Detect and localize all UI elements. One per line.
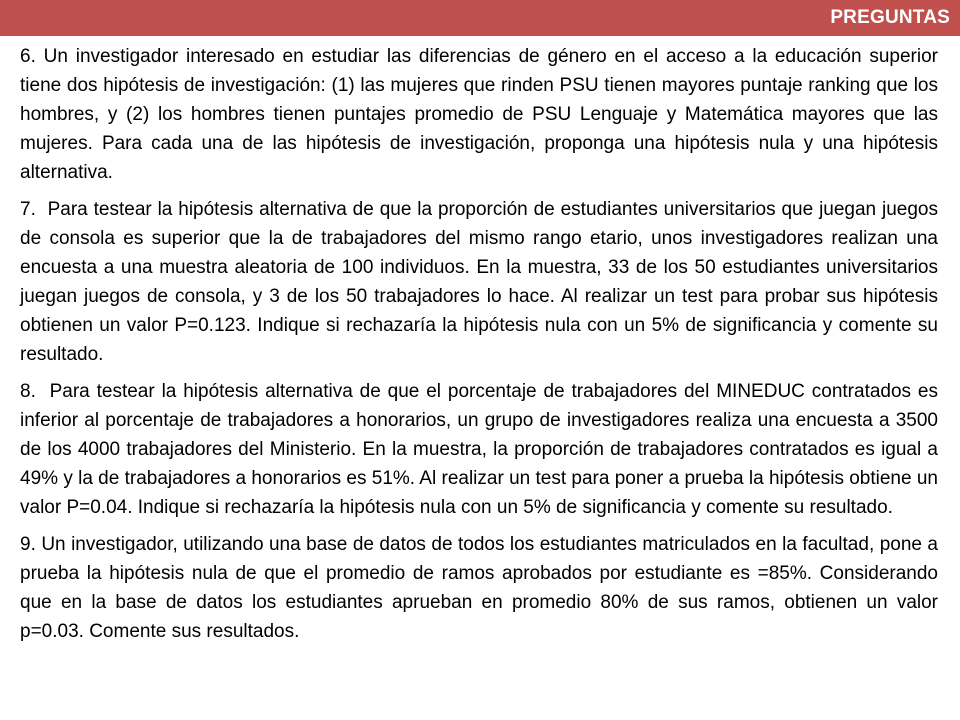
question-9: 9. Un investigador, utilizando una base de datos de todos los estudiantes matriculados en la facultad, pone a prueba la hipótesis nula de que el promedio de ramos aprobados por estudiante es =85%. Considerando que en la base de datos los estudiantes aprueban en promedio 80% de sus ramos, obtienen un valor p=0.03. Comente sus resultados. xyxy=(20,534,944,642)
questions-list xyxy=(20,42,944,654)
question-8: 8. Para testear la hipótesis alternativa de que el porcentaje de trabajadores del MINEDUC contratados es inferior al porcentaje de trabajadores a honorarios, un grupo de investigadores realiza una encuesta a 3500 de los 4000 trabajadores del Ministerio. En la muestra, la proporción de trabajadores contratados es igual a 49% y la de trabajadores a honorarios es 51%. Al realizar un test para poner a prueba la hipótesis obtiene un valor P=0.04. Indique si rechazaría la hipótesis nula con un 5% de significancia y comente su resultado. xyxy=(20,381,944,518)
page-title: PREGUNTAS xyxy=(830,7,950,28)
question-6: 6. Un investigador interesado en estudiar las diferencias de género en el acceso a la educación superior tiene dos hipótesis de investigación: (1) las mujeres que rinden PSU tienen mayores puntaje ranking que los hombres, y (2) los hombres tienen puntajes promedio de PSU Lenguaje y Matemática mayores que las mujeres. Para cada una de las hipótesis de investigación, proponga una hipótesis nula y una hipótesis alternativa. xyxy=(20,46,944,183)
header-bar xyxy=(0,0,960,36)
question-7: 7. Para testear la hipótesis alternativa de que la proporción de estudiantes universitarios que juegan juegos de consola es superior que la de trabajadores del mismo rango etario, unos investigadores realizan una encuesta a una muestra aleatoria de 100 individuos. En la muestra, 33 de los 50 estudiantes universitarios juegan juegos de consola, y 3 de los 50 trabajadores lo hace. Al realizar un test para probar sus hipótesis obtienen un valor P=0.123. Indique si rechazaría la hipótesis nula con un 5% de significancia y comente su resultado. xyxy=(20,199,944,365)
